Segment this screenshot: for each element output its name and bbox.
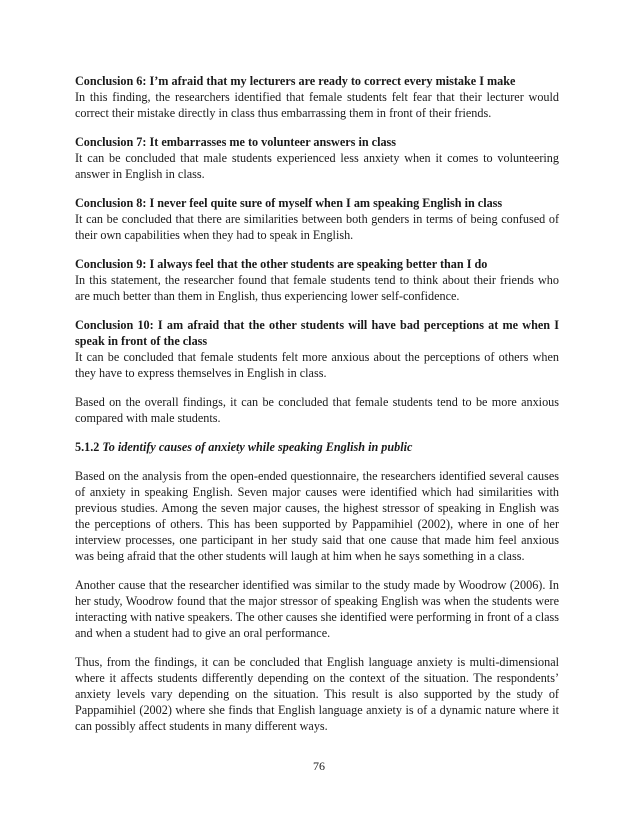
conclusion-10 bbox=[75, 317, 559, 381]
section-number: 5.1.2 bbox=[75, 440, 100, 454]
page-content bbox=[75, 73, 559, 747]
body-paragraph: Another cause that the researcher identified was similar to the study made by Woodrow (2006). In her study, Woodrow found that the major stressor of speaking English was when the students were interacting with native speakers. The other causes she identified were performing in front of a class and when a student had to give an oral performance. bbox=[75, 578, 559, 640]
conclusion-heading: Conclusion 7: It embarrasses me to volunteer answers in class bbox=[75, 135, 397, 149]
conclusion-6 bbox=[75, 73, 559, 121]
body-paragraph: Based on the analysis from the open-ended questionnaire, the researchers identified several causes of anxiety in speaking English. Seven major causes were identified which had similarities with previous studies. Among the seven major causes, the highest stressor of speaking in English was the perceptions of others. This has been supported by Pappamihiel (2002), where in one of her interview processes, one participant in her study said that one cause that made him feel anxious was being afraid that the other students will laugh at him when he says something in a class. bbox=[75, 469, 559, 563]
body-paragraph: Thus, from the findings, it can be concluded that English language anxiety is multi-dimensional where it affects students differently depending on the context of the situation. The respondents’ anxiety levels vary depending on the situation. This result is also supported by the study of Pappamihiel (2002) where she finds that English language anxiety is of a dynamic nature where it can possibly affect students in many different ways. bbox=[75, 655, 559, 733]
conclusion-heading: Conclusion 9: I always feel that the other students are speaking better than I do bbox=[75, 257, 488, 271]
conclusion-heading: Conclusion 10: I am afraid that the other students will have bad perceptions at me when I speak in front of the class bbox=[75, 318, 559, 348]
conclusion-heading: Conclusion 6: I’m afraid that my lecturers are ready to correct every mistake I make bbox=[75, 74, 516, 88]
conclusion-9 bbox=[75, 256, 559, 304]
conclusion-body: It can be concluded that female students felt more anxious about the perceptions of others when they have to express themselves in English in class. bbox=[75, 350, 559, 380]
conclusion-body: In this finding, the researchers identified that female students felt fear that their lecturer would correct their mistake directly in class thus embarrassing them in front of their friends. bbox=[75, 90, 559, 120]
conclusion-8 bbox=[75, 195, 559, 243]
page-number: 76 bbox=[313, 759, 325, 773]
conclusion-heading: Conclusion 8: I never feel quite sure of myself when I am speaking English in class bbox=[75, 196, 503, 210]
conclusion-body: In this statement, the researcher found that female students tend to think about their friends who are much better than them in English, thus experiencing lower self-confidence. bbox=[75, 273, 559, 303]
section-title: To identify causes of anxiety while speaking English in public bbox=[102, 440, 413, 454]
section-heading bbox=[75, 439, 559, 455]
conclusion-body: It can be concluded that there are similarities between both genders in terms of being confused of their own capabilities when they had to speak in English. bbox=[75, 212, 559, 242]
conclusion-body: It can be concluded that male students experienced less anxiety when it comes to volunteering answer in English in class. bbox=[75, 151, 559, 181]
conclusion-7 bbox=[75, 134, 559, 182]
overall-findings-paragraph: Based on the overall findings, it can be concluded that female students tend to be more anxious compared with male students. bbox=[75, 395, 559, 425]
